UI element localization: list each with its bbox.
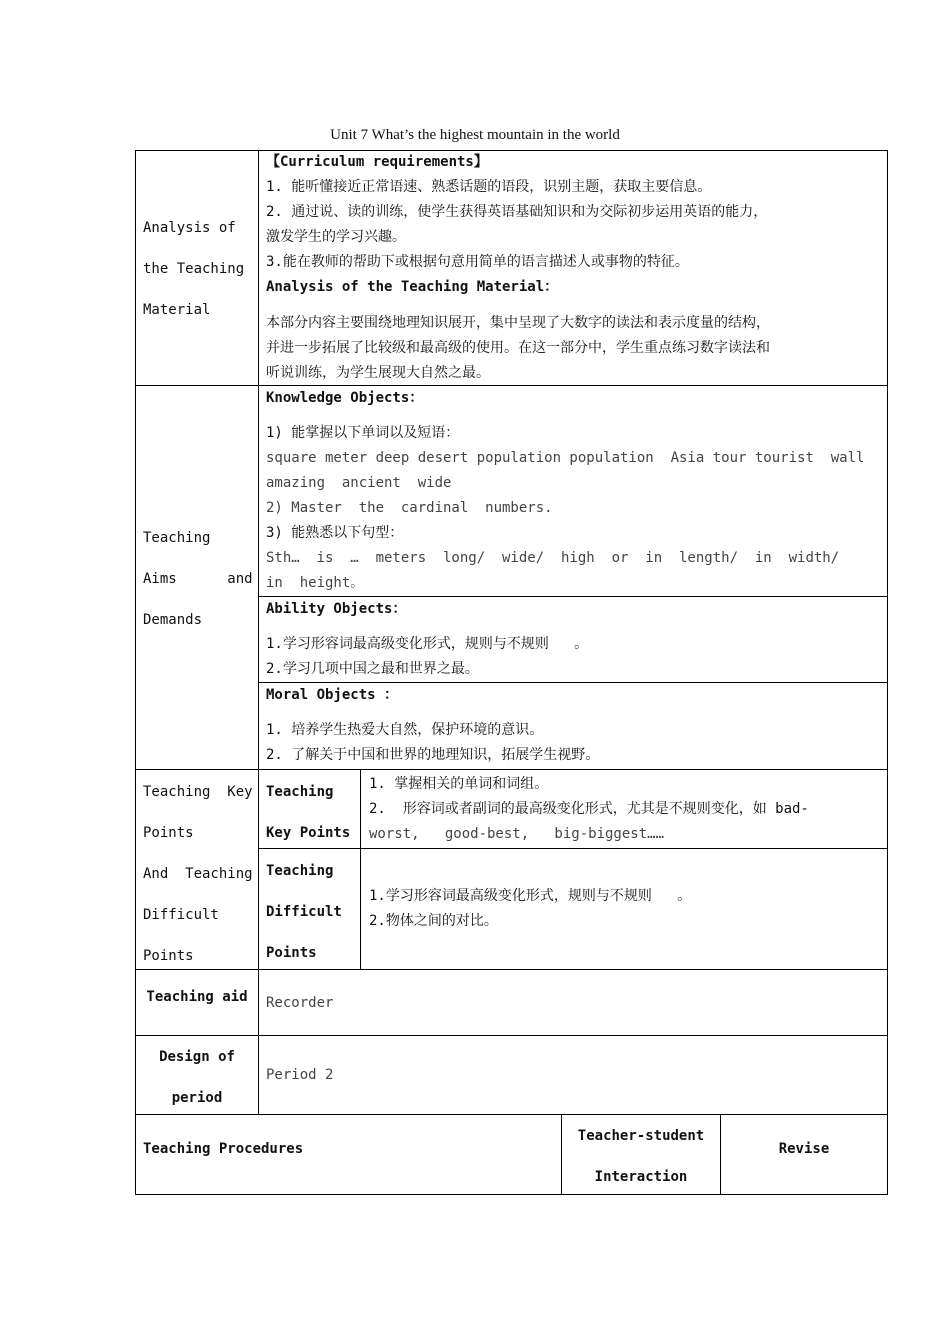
aims-label (143, 518, 253, 641)
label-line: period (171, 1090, 223, 1106)
label-line: Difficult (143, 907, 219, 923)
label-line: Points (143, 948, 194, 964)
analysis-content (266, 150, 884, 386)
interaction-header (562, 1116, 720, 1198)
text-line: Sth… is … meters long/ wide/ high or in length/ in width/ (266, 550, 840, 566)
text-line: 1) 能掌握以下单词以及短语： (266, 425, 460, 441)
text-line: 2. 形容词或者副词的最高级变化形式，尤其是不规则变化，如 bad- (369, 801, 809, 817)
text-line: amazing ancient wide (266, 475, 452, 491)
label-line: Points (266, 945, 317, 961)
label-line: Teaching (266, 863, 334, 879)
text-line: square meter deep desert population population Asia tour tourist wall (266, 450, 865, 466)
text-line: 激发学生的学习兴趣。 (266, 229, 406, 245)
text-line: 1.学习形容词最高级变化形式，规则与不规则 。 (266, 636, 589, 652)
label-line: Teaching (143, 530, 211, 546)
design-period-value: Period 2 (266, 1067, 334, 1083)
teaching-procedures-label: Teaching Procedures (143, 1141, 304, 1157)
teaching-aid-label: Teaching aid (146, 989, 248, 1005)
label-line: Difficult (266, 904, 342, 920)
difficult-points-label (266, 851, 358, 974)
label-line: Teacher-student (577, 1128, 705, 1144)
key-points-label (266, 772, 358, 854)
text-line: 并进一步拓展了比较级和最高级的使用。在这一部分中，学生重点练习数字读法和 (266, 340, 770, 356)
difficult-points-content (369, 884, 885, 934)
text-line: 2. 了解关于中国和世界的地理知识，拓展学生视野。 (266, 747, 600, 763)
text-line: 3.能在教师的帮助下或根据句意用简单的语言描述人或事物的特征。 (266, 254, 689, 270)
label-line: Material (143, 302, 211, 318)
keypoints-label (143, 772, 255, 977)
curriculum-heading: 【Curriculum requirements】 (266, 154, 488, 170)
text-line: worst, good-best, big-biggest…… (369, 826, 665, 842)
label-line: Teaching Key (143, 784, 253, 800)
text-line: 1. 能听懂接近正常语速、熟悉话题的语段，识别主题，获取主要信息。 (266, 179, 712, 195)
knowledge-objects (266, 386, 884, 596)
text-line: 听说训练，为学生展现大自然之最。 (266, 365, 490, 381)
text-line: 2. 通过说、读的训练，使学生获得英语基础知识和为交际初步运用英语的能力， (266, 204, 768, 220)
analysis-label (143, 208, 253, 331)
label-line: the Teaching (143, 261, 245, 277)
material-heading: Analysis of the Teaching Material： (266, 279, 559, 295)
teaching-aid-value: Recorder (266, 995, 334, 1011)
text-line: 1.学习形容词最高级变化形式，规则与不规则 。 (369, 888, 692, 904)
label-line: Analysis of (143, 220, 236, 236)
label-line: Key Points (266, 825, 351, 841)
label-line: And Teaching (143, 866, 253, 882)
page-title: Unit 7 What’s the highest mountain in the world (330, 127, 620, 143)
label-line: Design of (159, 1049, 235, 1065)
text-line: 1. 掌握相关的单词和词组。 (369, 776, 549, 792)
text-line: 2.物体之间的对比。 (369, 913, 498, 929)
text-line: in height。 (266, 575, 365, 591)
ability-heading: Ability Objects： (266, 601, 407, 617)
label-line: Interaction (594, 1169, 688, 1185)
moral-heading: Moral Objects ： (266, 687, 399, 703)
ability-objects (266, 597, 884, 682)
label-line: Teaching (266, 784, 334, 800)
design-period-label (136, 1037, 258, 1119)
key-points-content (369, 772, 885, 847)
text-line: 本部分内容主要围绕地理知识展开，集中呈现了大数字的读法和表示度量的结构， (266, 315, 770, 331)
label-line: Points (143, 825, 194, 841)
text-line: 1. 培养学生热爱大自然，保护环境的意识。 (266, 722, 544, 738)
knowledge-heading: Knowledge Objects： (266, 390, 424, 406)
label-line: Aims and (143, 571, 253, 587)
revise-header: Revise (778, 1141, 830, 1157)
text-line: 2) Master the cardinal numbers. (266, 500, 553, 516)
label-line: Demands (143, 612, 203, 628)
text-line: 3) 能熟悉以下句型： (266, 525, 404, 541)
moral-objects (266, 683, 884, 768)
text-line: 2.学习几项中国之最和世界之最。 (266, 661, 479, 677)
